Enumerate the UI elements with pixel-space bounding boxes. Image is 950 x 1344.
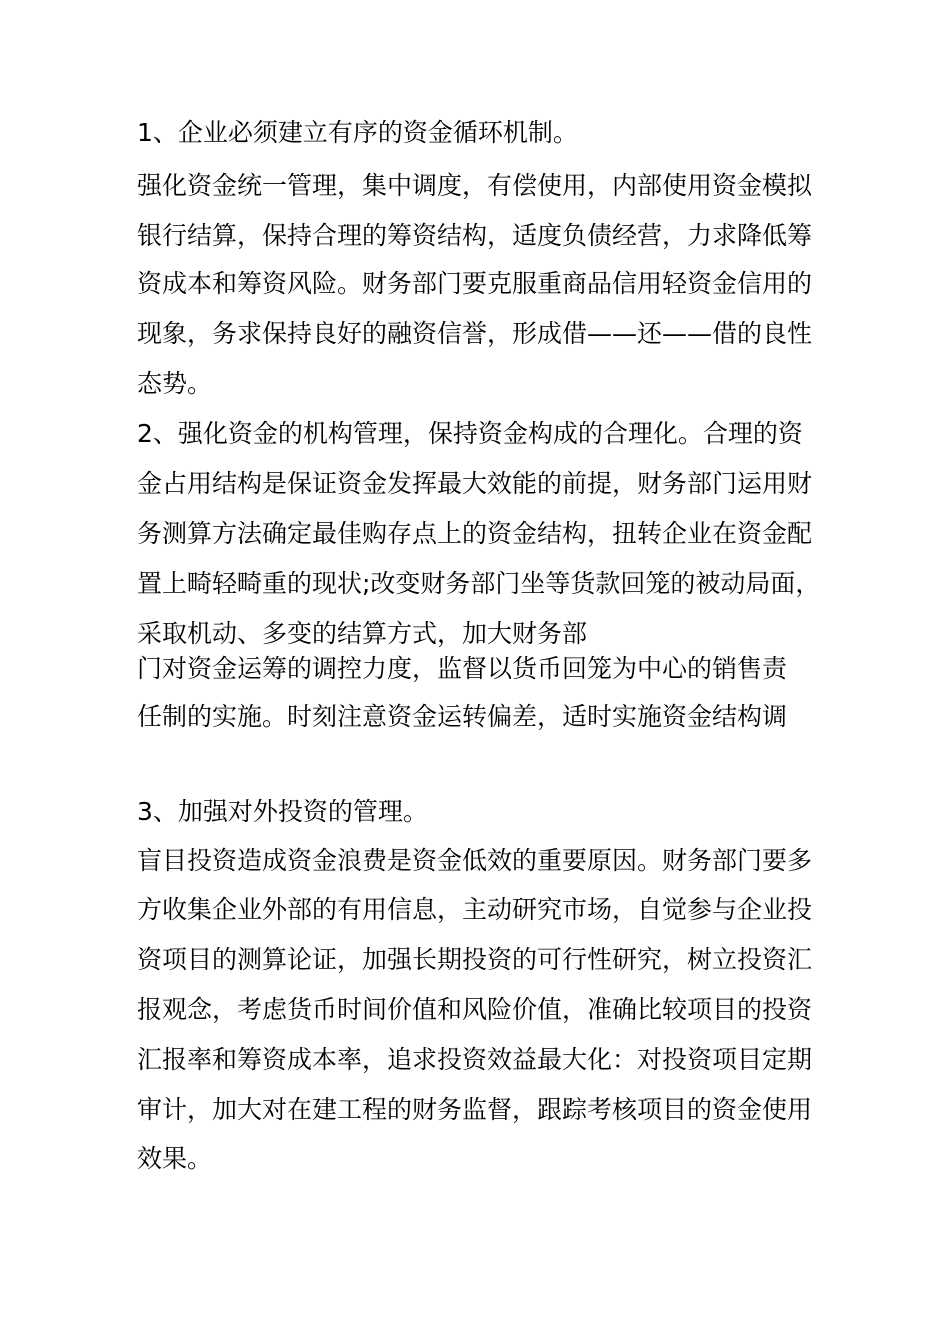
- paragraph-line: 态势。: [137, 369, 213, 398]
- paragraph-line: 资项目的测算论证，加强长期投资的可行性研究，树立投资汇: [137, 945, 813, 974]
- paragraph-line: 现象，务求保持良好的融资信誉，形成借——还——借的良性: [137, 319, 813, 348]
- paragraph-line: 资成本和筹资风险。财务部门要克服重商品信用轻资金信用的: [137, 269, 813, 298]
- section-3-heading: 3、加强对外投资的管理。: [137, 797, 428, 826]
- paragraph-line: 强化资金统一管理，集中调度，有偿使用，内部使用资金模拟: [137, 171, 813, 200]
- paragraph-line: 汇报率和筹资成本率，追求投资效益最大化：对投资项目定期: [137, 1045, 813, 1074]
- section-1-heading: 1、企业必须建立有序的资金循环机制。: [137, 118, 578, 147]
- section-2-heading: 2、强化资金的机构管理，保持资金构成的合理化。合理的资: [137, 419, 803, 448]
- paragraph-line: 务测算方法确定最佳购存点上的资金结构，扭转企业在资金配: [137, 519, 813, 548]
- paragraph-line: 方收集企业外部的有用信息，主动研究市场，自觉参与企业投: [137, 895, 813, 924]
- paragraph-line: 金占用结构是保证资金发挥最大效能的前提，财务部门运用财: [137, 469, 813, 498]
- paragraph-line: 效果。: [137, 1144, 213, 1173]
- paragraph-line: 审计，加大对在建工程的财务监督，跟踪考核项目的资金使用: [137, 1095, 813, 1124]
- paragraph-line: 银行结算，保持合理的筹资结构，适度负债经营，力求降低筹: [137, 221, 813, 250]
- paragraph-line: 采取机动、多变的结算方式，加大财务部: [137, 619, 588, 648]
- paragraph-line: 报观念，考虑货币时间价值和风险价值，准确比较项目的投资: [137, 995, 813, 1024]
- paragraph-line: 盲目投资造成资金浪费是资金低效的重要原因。财务部门要多: [137, 846, 813, 875]
- paragraph-line: 置上畸轻畸重的现状;改变财务部门坐等货款回笼的被动局面，: [137, 569, 821, 598]
- paragraph-line: 门对资金运筹的调控力度，监督以货币回笼为中心的销售责: [137, 654, 788, 683]
- paragraph-line: 任制的实施。时刻注意资金运转偏差，适时实施资金结构调: [137, 702, 788, 731]
